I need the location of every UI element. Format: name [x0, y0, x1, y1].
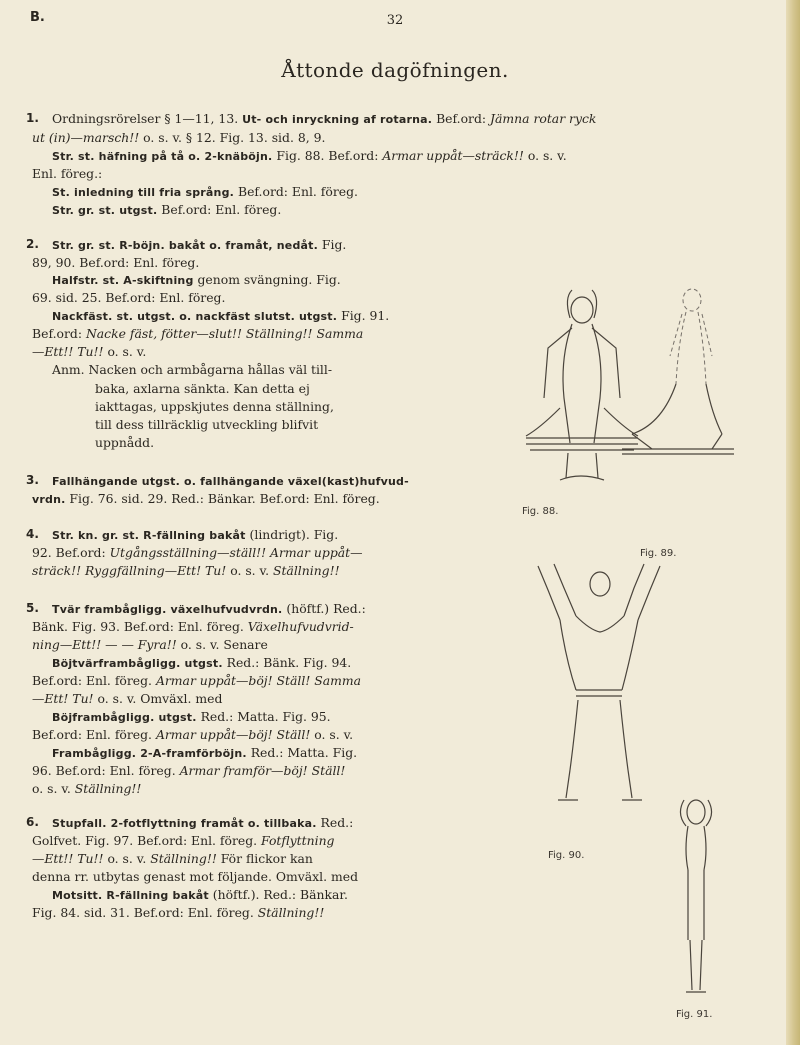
text-line: [52, 472, 409, 491]
plain-text: till dess tillräcklig utveckling blifvit: [95, 417, 319, 432]
text-line: [52, 600, 366, 619]
command-text: Nacke fäst, fötter—slut!! Ställning!! Samma: [85, 326, 364, 341]
text-line: [52, 147, 567, 166]
text-line: [52, 361, 332, 379]
text-line: [32, 490, 380, 509]
plain-text: Fig. 76. sid. 29. Red.: Bänkar. Bef.ord: Enl. föreg.: [65, 491, 380, 506]
text-line: [52, 307, 389, 326]
bold-term: Fallhängande utgst. o. fallhängande växel(kast)hufvud-: [52, 475, 409, 488]
plain-text: Fig. 91.: [337, 308, 390, 323]
bold-term: Str. gr. st. R-böjn. bakåt o. framåt, nedåt.: [52, 239, 318, 252]
command-text: Ställning!!: [257, 905, 325, 920]
text-line: [32, 544, 363, 562]
command-text: Ställning!!: [74, 781, 142, 796]
bold-term: Str. gr. st. utgst.: [52, 204, 158, 217]
plain-text: Enl. föreg.:: [32, 166, 103, 181]
text-line: [32, 636, 268, 654]
bold-term: Stupfall. 2-fotflyttning framåt o. tillbaka.: [52, 817, 317, 830]
text-line: [32, 726, 353, 744]
text-line: [52, 886, 348, 905]
text-line: [32, 562, 340, 580]
figure-88-caption: Fig. 88.: [522, 506, 559, 517]
text-line: [32, 165, 102, 183]
plain-text: Bef.ord: Enl. föreg.: [234, 184, 358, 199]
section-title: Åttonde dagöfningen.: [281, 58, 509, 82]
command-text: ut (in)—marsch!!: [32, 130, 140, 145]
text-line: [52, 236, 346, 255]
text-line: [32, 780, 141, 798]
bold-term: Str. kn. gr. st. R-fällning bakåt: [52, 529, 246, 542]
bold-term: Böjtvärframbågligg. utgst.: [52, 657, 223, 670]
plain-text: baka, axlarna sänkta. Kan detta ej: [95, 381, 310, 396]
text-line: [52, 110, 596, 129]
text-line: [95, 380, 310, 398]
plain-text: Fig.: [317, 237, 347, 252]
text-line: [95, 398, 334, 416]
plain-text: Bänk. Fig. 93. Bef.ord: Enl. föreg.: [32, 619, 248, 634]
command-text: Ställning!!: [150, 851, 217, 866]
plain-text: Bef.ord: Enl. föreg.: [32, 727, 156, 742]
plain-text: (lindrigt). Fig.: [245, 527, 339, 542]
command-text: ning—Ett!! — — Fyra!!: [32, 637, 177, 652]
bold-term: Ut- och inryckning af rotarna.: [242, 113, 433, 126]
plain-text: Red.:: [316, 815, 354, 830]
bold-term: Str. st. häfning på tå o. 2-knäböjn.: [52, 150, 273, 163]
command-text: Armar framför—böj! Ställ!: [179, 763, 346, 778]
bold-term: Böjframbågligg. utgst.: [52, 711, 197, 724]
text-line: [52, 271, 341, 290]
plain-text: o. s. v.: [32, 781, 75, 796]
text-line: [32, 904, 324, 922]
figure-90-caption: Fig. 90.: [548, 850, 585, 861]
figure-91-caption: Fig. 91.: [676, 1009, 713, 1020]
command-text: Jämna rotar ryck: [490, 111, 597, 126]
text-line: [52, 814, 353, 833]
plain-text: Bef.ord: Enl. föreg.: [32, 673, 156, 688]
bold-term: Frambågligg. 2-A-framförböjn.: [52, 747, 247, 760]
text-line: [32, 325, 363, 343]
plain-text: genom svängning. Fig.: [193, 272, 341, 287]
figure-91-illustration: [676, 790, 716, 1000]
plain-text: o. s. v. Omväxl. med: [93, 691, 223, 706]
text-line: [52, 526, 338, 545]
plain-text: o. s. v. Senare: [176, 637, 268, 652]
text-line: [32, 868, 358, 886]
bold-term: Tvär frambågligg. växelhufvudvrdn.: [52, 603, 283, 616]
plain-text: 89, 90. Bef.ord: Enl. föreg.: [32, 255, 200, 270]
plain-text: Red.: Matta. Fig.: [246, 745, 358, 760]
item-number: 5.: [26, 601, 39, 615]
command-text: Armar uppåt—böj! Ställ!: [155, 727, 311, 742]
plain-text: Red.: Matta. Fig. 95.: [196, 709, 331, 724]
command-text: —Ett!! Tu!!: [32, 851, 104, 866]
plain-text: iakttagas, uppskjutes denna ställning,: [95, 399, 334, 414]
text-line: [52, 183, 358, 202]
text-line: [32, 672, 361, 690]
bold-term: Halfstr. st. A-skiftning: [52, 274, 194, 287]
command-text: —Ett!! Tu!!: [32, 344, 104, 359]
text-line: [32, 129, 325, 147]
text-line: [52, 201, 281, 220]
plain-text: Red.: Bänk. Fig. 94.: [222, 655, 352, 670]
command-text: Utgångsställning—ställ!! Armar uppåt—: [109, 545, 363, 560]
item-number: 4.: [26, 527, 39, 541]
command-text: Ställning!!: [272, 563, 340, 578]
figure-89-caption: Fig. 89.: [640, 548, 677, 559]
plain-text: Ordningsrörelser § 1—11, 13.: [52, 111, 243, 126]
command-text: Fotflyttning: [261, 833, 335, 848]
plain-text: Fig. 84. sid. 31. Bef.ord: Enl. föreg.: [32, 905, 258, 920]
plain-text: o. s. v.: [226, 563, 273, 578]
text-line: [32, 343, 146, 361]
text-line: [95, 434, 154, 452]
text-line: [32, 289, 225, 307]
command-text: Armar uppåt—böj! Ställ! Samma: [155, 673, 362, 688]
plain-text: För flickor kan: [216, 851, 313, 866]
figure-90-illustration: [530, 560, 670, 810]
text-line: [32, 850, 313, 868]
item-number: 3.: [26, 473, 39, 487]
command-text: sträck!! Ryggfällning—Ett! Tu!: [32, 563, 227, 578]
text-line: [32, 832, 334, 850]
plain-text: o. s. v.: [310, 727, 354, 742]
item-number: 2.: [26, 237, 39, 251]
plain-text: 69. sid. 25. Bef.ord: Enl. föreg.: [32, 290, 226, 305]
text-line: [95, 416, 318, 434]
bold-term: St. inledning till fria språng.: [52, 186, 235, 199]
plain-text: o. s. v.: [103, 851, 151, 866]
text-line: [32, 690, 222, 708]
plain-text: Bef.ord:: [432, 111, 491, 126]
text-line: [52, 744, 357, 763]
text-line: [32, 618, 354, 636]
command-text: Växelhufvudvrid-: [247, 619, 354, 634]
bold-term: Nackfäst. st. utgst. o. nackfäst slutst. utgst.: [52, 310, 338, 323]
header-mark: B.: [30, 10, 45, 25]
command-text: Armar uppåt—sträck!!: [382, 148, 524, 163]
bold-term: vrdn.: [32, 493, 66, 506]
item-number: 6.: [26, 815, 39, 829]
item-number: 1.: [26, 111, 39, 125]
text-line: [52, 654, 351, 673]
plain-text: denna rr. utbytas genast mot följande. Omväxl. med: [32, 869, 358, 884]
plain-text: Golfvet. Fig. 97. Bef.ord: Enl. föreg.: [32, 833, 262, 848]
plain-text: Anm. Nacken och armbågarna hållas väl till-: [52, 362, 333, 377]
plain-text: 92. Bef.ord:: [32, 545, 110, 560]
figure-89-illustration: [622, 284, 742, 464]
plain-text: (höftf.) Red.:: [282, 601, 366, 616]
command-text: —Ett! Tu!: [32, 691, 94, 706]
plain-text: uppnådd.: [95, 435, 155, 450]
plain-text: Bef.ord: Enl. föreg.: [157, 202, 282, 217]
text-line: [32, 254, 199, 272]
text-line: [32, 762, 345, 780]
text-line: [52, 708, 331, 727]
plain-text: o. s. v. § 12. Fig. 13. sid. 8, 9.: [139, 130, 326, 145]
plain-text: 96. Bef.ord: Enl. föreg.: [32, 763, 180, 778]
plain-text: o. s. v.: [523, 148, 567, 163]
plain-text: Bef.ord:: [32, 326, 86, 341]
plain-text: (höftf.). Red.: Bänkar.: [208, 887, 348, 902]
plain-text: Fig. 88. Bef.ord:: [272, 148, 383, 163]
bold-term: Motsitt. R-fällning bakåt: [52, 889, 209, 902]
page-number: 32: [386, 13, 404, 28]
plain-text: o. s. v.: [103, 344, 147, 359]
page-edge: [786, 0, 800, 1045]
